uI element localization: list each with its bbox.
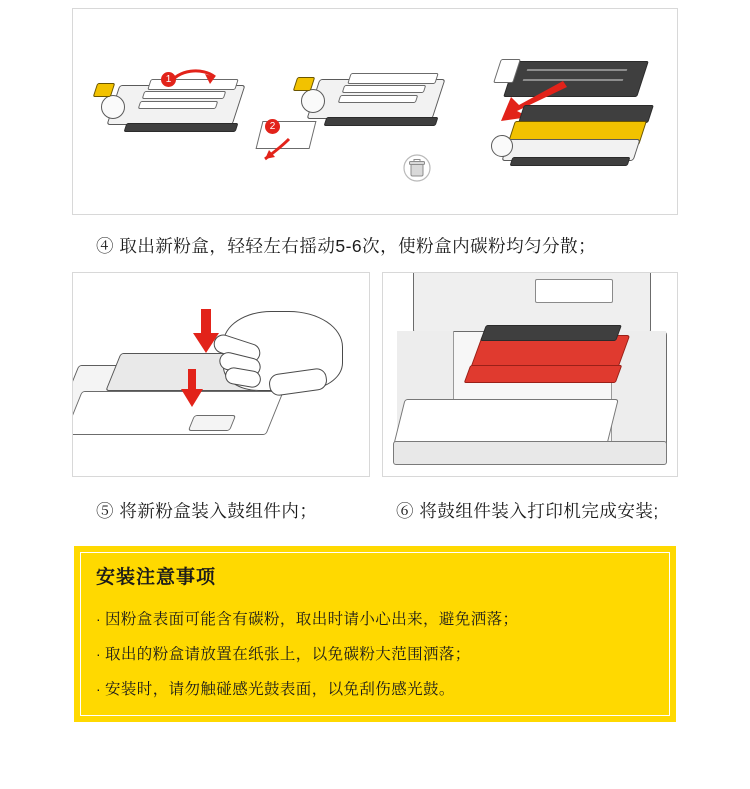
bullet-3: · [96, 681, 102, 697]
step-5-illustration [72, 272, 370, 477]
notice-item-1-text: 因粉盒表面可能含有碳粉，取出时请小心出来，避免洒落； [105, 611, 519, 628]
notice-title: 安装注意事项 [96, 567, 217, 588]
notice-item-2 [96, 637, 660, 672]
cartridge-assembled [485, 101, 665, 179]
cartridge-center-roller [324, 117, 439, 126]
bullet-2: · [96, 646, 102, 662]
cartridge-center-bar-1 [347, 73, 439, 84]
step-6-caption: ⑥ 将鼓组件装入打印机完成安装; [396, 501, 659, 521]
drum-unit-inserting-grip [464, 365, 623, 383]
pull-seal-arrow-icon [259, 137, 293, 165]
notice-box [72, 544, 678, 724]
badge-2: 2 [265, 119, 280, 134]
drum-unit-dark-line-1 [527, 69, 628, 71]
drum-unit-inserting-top [480, 325, 622, 341]
step-5-caption: ⑤ 将新粉盒装入鼓组件内； [96, 501, 318, 521]
step-4-illustration [72, 8, 678, 215]
step-6-illustration [382, 272, 678, 477]
trash-bin-icon [403, 151, 431, 185]
cartridge-center [291, 61, 451, 139]
drum-unit-handle [188, 415, 236, 431]
cartridge-center-knob [301, 89, 325, 113]
cartridge-assembled-roller [510, 157, 631, 166]
printer-bottom-tray [393, 441, 667, 465]
step-4-caption: ④ 取出新粉盒，轻轻左右摇动5-6次，使粉盒内碳粉均匀分散； [96, 236, 597, 256]
cartridge-left-roller [124, 123, 239, 132]
badge-1: 1 [161, 72, 176, 87]
cartridge-left-knob [101, 95, 125, 119]
cartridge-assembled-knob [491, 135, 513, 157]
cartridge-left-bar-2 [142, 91, 227, 99]
drum-unit-front-face [72, 391, 284, 435]
notice-list [96, 602, 660, 707]
notice-item-3 [96, 672, 660, 707]
cartridge-center-bar-2 [342, 85, 427, 93]
notice-item-3-text: 安装时，请勿触碰感光鼓表面，以免刮伤感光鼓。 [105, 681, 455, 698]
cartridge-center-bar-3 [338, 95, 419, 103]
printer-front-cover [393, 399, 618, 445]
notice-item-1 [96, 602, 660, 637]
printer-control-panel [535, 279, 613, 303]
cartridge-left-bar-3 [138, 101, 219, 109]
press-down-arrow-icon-1 [193, 309, 219, 353]
press-down-arrow-icon-2 [181, 369, 203, 407]
notice-item-2-text: 取出的粉盒请放置在纸张上，以免碳粉大范围洒落； [105, 646, 471, 663]
bullet-1: · [96, 611, 102, 627]
